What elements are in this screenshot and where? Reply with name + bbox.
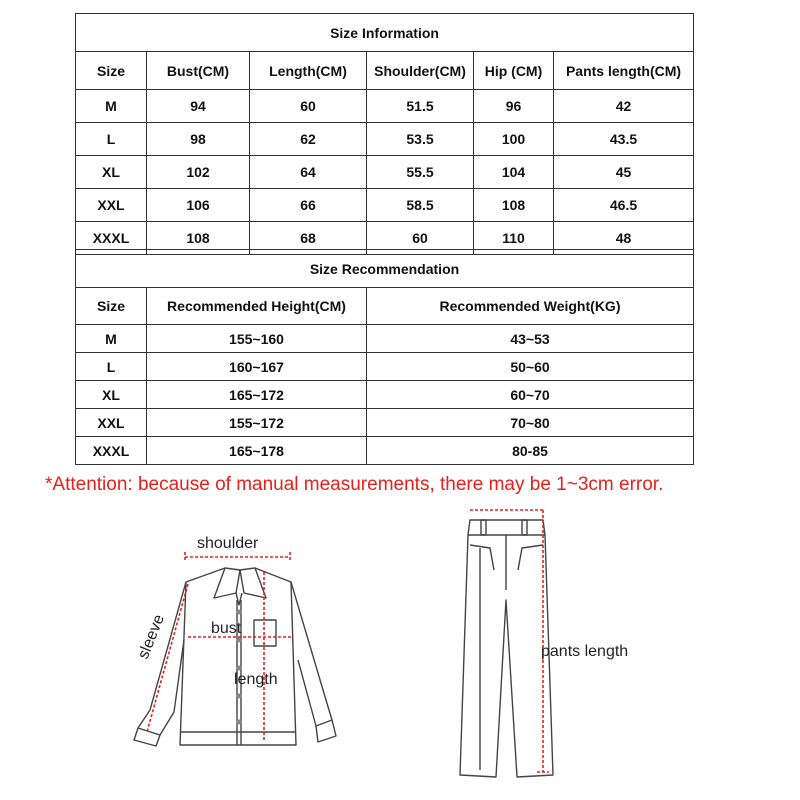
table-cell: 45	[554, 156, 694, 189]
measurement-diagram	[0, 500, 800, 800]
pants-length-label: pants length	[541, 643, 629, 660]
table-cell: L	[76, 123, 147, 156]
table-cell: XL	[76, 156, 147, 189]
column-header: Bust(CM)	[147, 52, 250, 90]
table-cell: 62	[250, 123, 367, 156]
attention-note: *Attention: because of manual measurements, there may be 1~3cm error.	[45, 474, 664, 495]
table-cell: 155~172	[147, 409, 367, 437]
size-recommendation-header-row	[76, 288, 694, 325]
table-cell: 108	[474, 189, 554, 222]
table-cell: 48	[554, 222, 694, 255]
table-cell: M	[76, 325, 147, 353]
table-cell: 155~160	[147, 325, 367, 353]
size-recommendation-table	[75, 249, 694, 465]
table-cell: 104	[474, 156, 554, 189]
table-row	[76, 409, 694, 437]
size-recommendation-title: Size Recommendation	[76, 250, 694, 288]
table-row	[76, 381, 694, 409]
pants-illustration	[460, 520, 553, 777]
table-cell: M	[76, 90, 147, 123]
table-row	[76, 437, 694, 465]
size-information-table	[75, 13, 694, 255]
shoulder-measure-line	[185, 552, 290, 562]
table-cell: 94	[147, 90, 250, 123]
column-header: Length(CM)	[250, 52, 367, 90]
shoulder-label: shoulder	[197, 535, 259, 552]
column-header: Shoulder(CM)	[367, 52, 474, 90]
column-header: Size	[76, 52, 147, 90]
table-cell: 68	[250, 222, 367, 255]
table-cell: XXXL	[76, 437, 147, 465]
table-cell: 51.5	[367, 90, 474, 123]
table-cell: 53.5	[367, 123, 474, 156]
table-cell: 96	[474, 90, 554, 123]
table-row	[76, 189, 694, 222]
size-information-header-row	[76, 52, 694, 90]
table-cell: 46.5	[554, 189, 694, 222]
table-cell: 42	[554, 90, 694, 123]
shirt-illustration	[134, 568, 336, 746]
table-cell: 80-85	[367, 437, 694, 465]
table-cell: 160~167	[147, 353, 367, 381]
table-cell: XXXL	[76, 222, 147, 255]
length-label: length	[234, 671, 278, 688]
table-cell: 165~178	[147, 437, 367, 465]
table-cell: XL	[76, 381, 147, 409]
table-row	[76, 353, 694, 381]
column-header: Recommended Weight(KG)	[367, 288, 694, 325]
table-cell: 110	[474, 222, 554, 255]
table-cell: 70~80	[367, 409, 694, 437]
column-header: Pants length(CM)	[554, 52, 694, 90]
table-cell: XXL	[76, 189, 147, 222]
table-cell: 102	[147, 156, 250, 189]
column-header: Size	[76, 288, 147, 325]
table-cell: 60~70	[367, 381, 694, 409]
table-cell: XXL	[76, 409, 147, 437]
bust-label: bust	[211, 620, 242, 637]
table-row	[76, 325, 694, 353]
sleeve-label: sleeve	[134, 612, 169, 662]
table-cell: 55.5	[367, 156, 474, 189]
table-cell: 100	[474, 123, 554, 156]
table-cell: 50~60	[367, 353, 694, 381]
table-row	[76, 156, 694, 189]
table-cell: 64	[250, 156, 367, 189]
table-cell: 58.5	[367, 189, 474, 222]
size-information-title: Size Information	[76, 14, 694, 52]
table-cell: 66	[250, 189, 367, 222]
table-cell: 98	[147, 123, 250, 156]
column-header: Recommended Height(CM)	[147, 288, 367, 325]
table-cell: 43.5	[554, 123, 694, 156]
table-cell: 108	[147, 222, 250, 255]
table-cell: 60	[367, 222, 474, 255]
column-header: Hip (CM)	[474, 52, 554, 90]
table-cell: 43~53	[367, 325, 694, 353]
table-row	[76, 90, 694, 123]
table-cell: 165~172	[147, 381, 367, 409]
table-row	[76, 123, 694, 156]
table-cell: L	[76, 353, 147, 381]
table-cell: 60	[250, 90, 367, 123]
table-cell: 106	[147, 189, 250, 222]
